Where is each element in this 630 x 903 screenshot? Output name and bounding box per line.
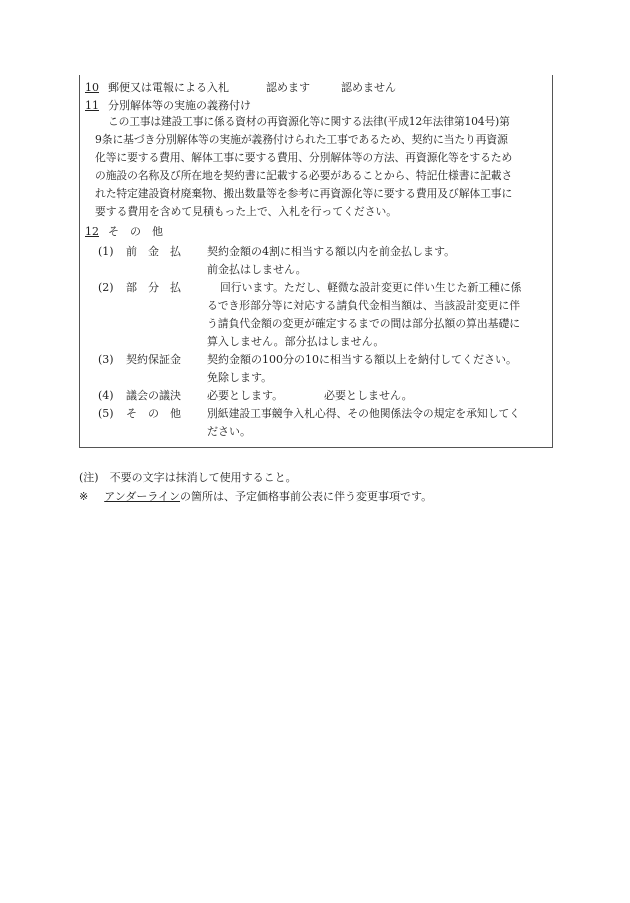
note-underline xyxy=(79,490,432,503)
section-11-line: 化等に要する費用、解体工事に要する費用、分別解体等の方法、再資源化等をするため xyxy=(95,151,513,164)
item-text: 必要とします。 xyxy=(207,389,284,402)
item-text: 必要としません。 xyxy=(324,389,413,402)
section-10-option-allowed: 認めます xyxy=(266,81,310,94)
item-text: 別紙建設工事競争入札心得、その他関係法令の規定を承知してく xyxy=(207,407,521,420)
item-label: 契約保証金 xyxy=(126,353,181,366)
item-number: (4) xyxy=(98,389,114,402)
section-11-title: 分別解体等の実施の義務付け xyxy=(108,99,251,112)
note-mark: ※ xyxy=(79,490,89,503)
item-number: (1) xyxy=(98,245,114,258)
item-label: そ の 他 xyxy=(126,407,181,420)
item-text: 前金払はしません。 xyxy=(207,263,307,276)
item-label: 前 金 払 xyxy=(126,245,181,258)
note-underlined-word: アンダーライン xyxy=(104,490,181,503)
section-11-line: の施設の名称及び所在地を契約書に記載する必要があることから、特記仕様書に記載さ xyxy=(95,169,513,182)
section-11-line: 要する費用を含めて見積もった上で、入札を行ってください。 xyxy=(95,205,398,218)
section-11-line: 9条に基づき分別解体等の実施が義務付けられた工事であるため、契約に当たり再資源 xyxy=(95,133,508,146)
section-11-line: れた特定建設資材廃棄物、搬出数量等を参考に再資源化等に要する費用及び解体工事に xyxy=(95,187,513,200)
section-11-number: 11 xyxy=(85,99,99,112)
section-12-number: 12 xyxy=(85,225,99,238)
note-strike-out: (注) 不要の文字は抹消して使用すること。 xyxy=(79,471,297,484)
section-11-line: この工事は建設工事に係る資材の再資源化等に関する法律(平成12年法律第104号)第 xyxy=(108,115,510,128)
section-10-option-not-allowed: 認めません xyxy=(341,81,396,94)
item-label: 議会の議決 xyxy=(126,389,181,402)
item-text: 回行います。ただし、軽微な設計変更に伴い生じた新工種に係 xyxy=(220,281,522,294)
section-10-title: 郵便又は電報による入札 xyxy=(108,81,229,94)
item-text: 契約金額の4割に相当する額以内を前金払します。 xyxy=(207,245,456,258)
item-number: (3) xyxy=(98,353,114,366)
item-text: 算入しません。部分払はしません。 xyxy=(207,335,385,348)
section-12-title: そ の 他 xyxy=(108,225,163,238)
item-text: 免除します。 xyxy=(207,371,273,384)
item-text: るでき形部分等に対応する請負代金相当額は、当該設計変更に伴 xyxy=(207,299,520,312)
item-text: 契約金額の100分の10に相当する額以上を納付してください。 xyxy=(207,353,517,366)
item-text: ださい。 xyxy=(207,425,251,438)
note-rest: の箇所は、予定価格事前公表に伴う変更事項です。 xyxy=(180,490,433,503)
item-number: (2) xyxy=(98,281,114,294)
item-text: う請負代金額の変更が確定するまでの間は部分払額の算出基礎に xyxy=(207,317,521,330)
item-number: (5) xyxy=(98,407,114,420)
item-label: 部 分 払 xyxy=(126,281,181,294)
section-10-number: 10 xyxy=(85,81,99,94)
